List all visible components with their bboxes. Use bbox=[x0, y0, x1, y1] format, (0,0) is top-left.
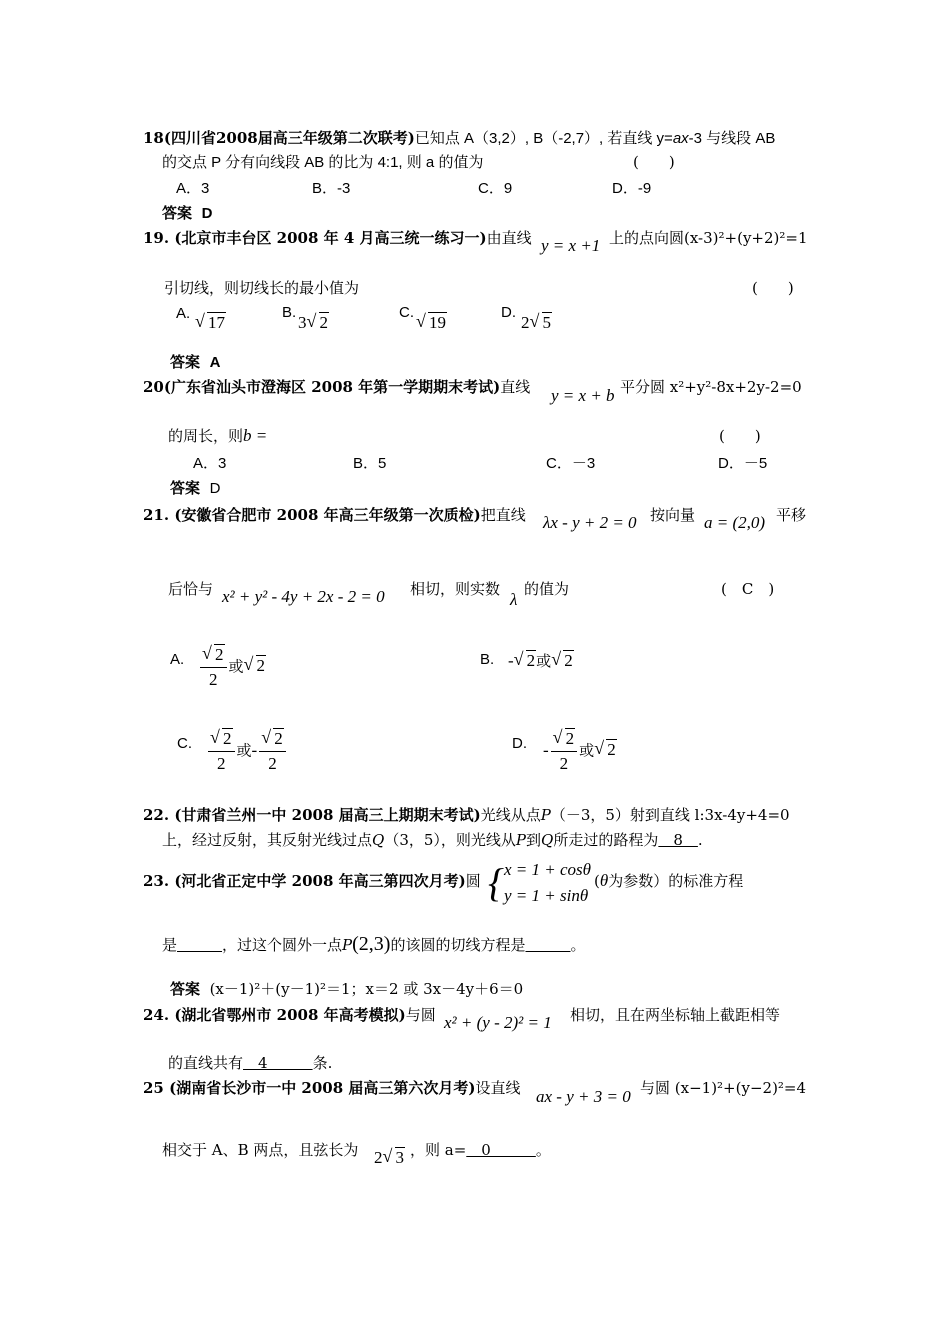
q23-stem-line2: 是 ，过这个圆外一点P(2,3)的该圆的切线方程是 。 bbox=[162, 933, 586, 955]
q21-option-c: C. bbox=[177, 735, 192, 752]
q21-line-eq: λx - y + 2 = 0 bbox=[543, 513, 637, 532]
q18-stem: 18(四川省2008届高三年级第二次联考)已知点 A（3,2）, B（-2,7）, 若直线 y=ax-3 与线段 AB bbox=[143, 129, 776, 147]
q21-option-d-value: - √ $\frac{2}{2}$ 或√ 2 bbox=[543, 729, 617, 774]
q18-option-b: B．-3 bbox=[312, 180, 351, 197]
q25-answer-blank: 0 bbox=[466, 1141, 536, 1159]
q21-stem-line2b: 相切，则实数 bbox=[410, 580, 501, 598]
q21-option-a: A. bbox=[170, 651, 185, 668]
q22-answer-blank: 8 bbox=[658, 831, 698, 849]
q22-source: 22. (甘肃省兰州一中 2008 届高三上期期末考试) bbox=[143, 806, 481, 824]
q19-option-d-value: 2√ 5 bbox=[521, 313, 552, 333]
q25-circle-eq: 与圆 (x−1)²+(y−2)²=4 bbox=[640, 1079, 807, 1097]
q24-answer-blank: 4 bbox=[243, 1054, 313, 1072]
q20-line-eq: y = x + b bbox=[551, 386, 615, 405]
q18-source: 18(四川省2008届高三年级第二次联考) bbox=[143, 129, 415, 147]
q19-option-b: B. bbox=[282, 304, 297, 321]
q20-option-d: D．－5 bbox=[718, 455, 768, 472]
q20-circle-eq: 平分圆 x²+y²-8x+2y-2=0 bbox=[620, 378, 802, 396]
q23-source: 23. (河北省正定中学 2008 年高三第四次月考) bbox=[143, 872, 466, 890]
q25-source: 25 (湖南省长沙市一中 2008 届高三第六次月考) bbox=[143, 1079, 476, 1097]
q20-answer: 答案 D bbox=[170, 479, 221, 497]
q20-source: 20(广东省汕头市澄海区 2008 年第一学期期末考试) bbox=[143, 378, 501, 396]
q21-option-b-value: -√ 2或√ 2 bbox=[508, 650, 574, 671]
q23-param-text: (θ为参数）的标准方程 bbox=[594, 871, 744, 890]
q21-answer-paren: ( C ) bbox=[721, 580, 775, 598]
q25-stem: 25 (湖南省长沙市一中 2008 届高三第六次月考)设直线 bbox=[143, 1079, 521, 1097]
q23-blank-1 bbox=[177, 936, 222, 954]
q21-lambda: λ bbox=[510, 590, 518, 609]
q24-source: 24. (湖北省鄂州市 2008 年高考模拟) bbox=[143, 1006, 406, 1024]
q19-answer-paren: ( ) bbox=[752, 279, 794, 297]
q21-option-d: D. bbox=[512, 735, 527, 752]
q21-vector-text: 按向量 bbox=[650, 506, 696, 524]
q18-option-a: A．3 bbox=[176, 180, 210, 197]
q22-stem-line2: 上，经过反射，其反射光线过点Q（3，5），则光线从P到Q所走过的路程为 8 . bbox=[162, 831, 703, 849]
q25-chord-length: 2√ 3 bbox=[374, 1148, 405, 1168]
q21-option-b: B. bbox=[480, 651, 495, 668]
q23-parametric-system: { x = 1 + cosθ y = 1 + sinθ bbox=[488, 860, 592, 905]
q20-option-b: B．5 bbox=[353, 455, 387, 472]
q19-option-a: A. bbox=[176, 305, 191, 322]
q18-answer: 答案 D bbox=[162, 204, 213, 222]
q19-option-a-value: √ 17 bbox=[195, 313, 226, 333]
q18-option-d: D．-9 bbox=[612, 180, 652, 197]
q19-option-c: C. bbox=[399, 304, 414, 321]
q20-option-c: C．－3 bbox=[546, 455, 596, 472]
q19-stem-line2: 引切线，则切线长的最小值为 bbox=[164, 279, 360, 297]
q21-option-a-value: √ $\frac{2}{2}$ 或√ 2 bbox=[198, 645, 266, 690]
q21-source: 21. (安徽省合肥市 2008 年高三年级第一次质检) bbox=[143, 506, 481, 524]
q24-stem-line2: 的直线共有 4 条. bbox=[168, 1054, 333, 1072]
q19-answer: 答案 A bbox=[170, 353, 221, 371]
q19-line-eq: y = x +1 bbox=[541, 236, 601, 255]
q18-stem-line2: 的交点 P 分有向线段 AB 的比为 4:1, 则 a 的值为 bbox=[162, 154, 484, 171]
q21-stem-line2c: 的值为 bbox=[524, 580, 570, 598]
q19-source: 19. (北京市丰台区 2008 年 4 月高三统一练习一) bbox=[143, 229, 487, 247]
q24-stem: 24. (湖北省鄂州市 2008 年高考模拟)与圆 bbox=[143, 1006, 436, 1024]
q21-translate: 平移 bbox=[776, 506, 807, 524]
q23-blank-2 bbox=[525, 936, 570, 954]
q19-stem: 19. (北京市丰台区 2008 年 4 月高三统一练习一)由直线 bbox=[143, 229, 532, 247]
q24-stem-text2: 相切，且在两坐标轴上截距相等 bbox=[570, 1006, 781, 1024]
q21-circle-eq: x² + y² - 4y + 2x - 2 = 0 bbox=[222, 587, 385, 606]
q20-stem: 20(广东省汕头市澄海区 2008 年第一学期期末考试)直线 bbox=[143, 378, 531, 396]
q19-circle-eq: 上的点向圆(x-3)²+(y+2)²=1 bbox=[609, 229, 808, 247]
q21-stem: 21. (安徽省合肥市 2008 年高三年级第一次质检)把直线 bbox=[143, 506, 526, 524]
q18-answer-paren: ( ) bbox=[633, 153, 675, 171]
q19-option-d: D. bbox=[501, 304, 516, 321]
q21-option-c-value: √ $\frac{2}{2}$ 或- √ $\frac{2}{2}$ bbox=[206, 729, 288, 774]
q21-vector: a = (2,0) bbox=[704, 513, 766, 532]
q19-option-c-value: √ 19 bbox=[416, 313, 447, 333]
q23-stem: 23. (河北省正定中学 2008 年高三第四次月考)圆 bbox=[143, 872, 481, 890]
q25-line-eq: ax - y + 3 = 0 bbox=[536, 1087, 631, 1106]
q19-option-b-value: 3√ 2 bbox=[298, 313, 329, 333]
q24-circle-eq: x² + (y - 2)² = 1 bbox=[444, 1013, 552, 1032]
q20-answer-paren: ( ) bbox=[719, 427, 761, 445]
q23-answer: 答案 (x－1)²＋(y－1)²＝1；x＝2 或 3x－4y＋6＝0 bbox=[170, 980, 524, 998]
q21-stem-line2a: 后恰与 bbox=[168, 580, 214, 598]
q18-option-c: C．9 bbox=[478, 180, 513, 197]
q20-option-a: A．3 bbox=[193, 455, 227, 472]
q22-stem: 22. (甘肃省兰州一中 2008 届高三上期期末考试)光线从点P（－3，5）射到直线 l:3x-4y+4=0 bbox=[143, 806, 790, 824]
q25-stem-line2a: 相交于 A、B 两点，且弦长为 bbox=[162, 1141, 359, 1159]
q20-stem-line2: 的周长，则b = bbox=[168, 426, 268, 445]
q25-stem-line2b: ，则 a= 0 。 bbox=[410, 1141, 551, 1159]
